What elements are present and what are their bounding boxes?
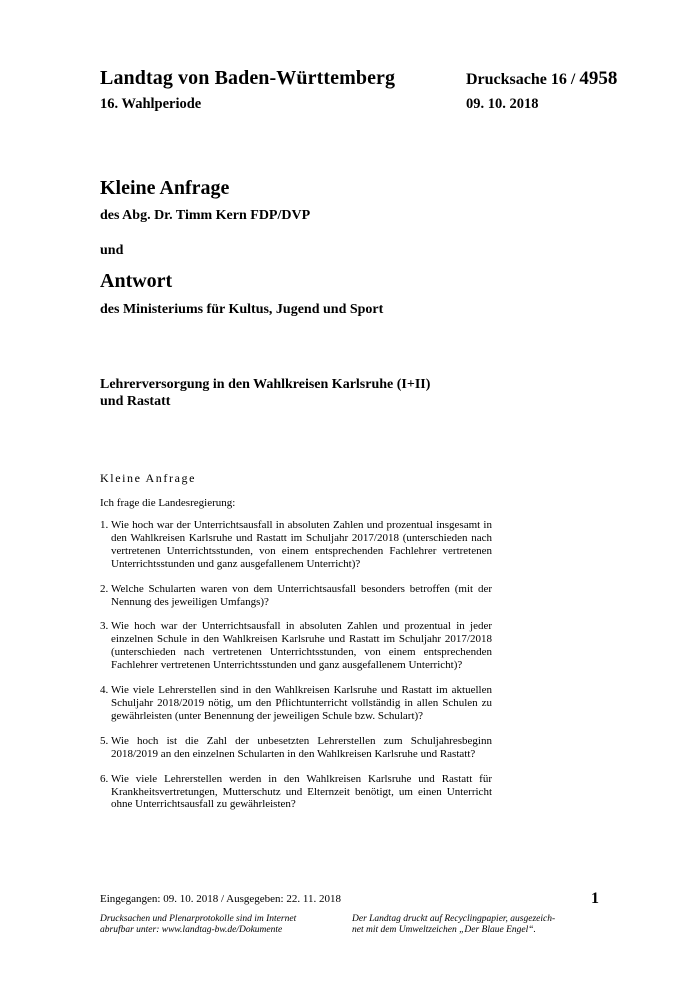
question-item bbox=[100, 735, 492, 761]
question-text: Welche Schularten waren von dem Unterrichtsausfall besonders betroffen (mit der Nennung des jeweiligen Umfangs)? bbox=[111, 582, 492, 608]
question-number: 2. bbox=[100, 582, 109, 595]
heading-antwort: Antwort bbox=[100, 270, 173, 292]
document-number-value: 4958 bbox=[579, 68, 618, 89]
question-list bbox=[100, 519, 492, 811]
document-subject bbox=[100, 376, 500, 410]
subject-line-1: Lehrerversorgung in den Wahlkreisen Karlsruhe (I+II) bbox=[100, 377, 431, 392]
internet-note bbox=[100, 914, 330, 936]
received-issued-dates: Eingegangen: 09. 10. 2018 / Ausgegeben: 22. 11. 2018 bbox=[100, 893, 341, 905]
recycling-note-line-1: Der Landtag druckt auf Recyclingpapier, ausgezeich- bbox=[352, 914, 556, 924]
question-item bbox=[100, 684, 492, 723]
parliament-name: Landtag von Baden-Württemberg bbox=[100, 67, 396, 89]
conjunction-und: und bbox=[100, 243, 124, 258]
legislative-period: 16. Wahlperiode bbox=[100, 96, 202, 112]
ministry-line: des Ministeriums für Kultus, Jugend und Sport bbox=[100, 302, 384, 317]
author-line: des Abg. Dr. Timm Kern FDP/DVP bbox=[100, 208, 311, 223]
question-text: Wie hoch ist die Zahl der unbesetzten Lehrerstellen zum Schuljahresbeginn 2018/2019 an den einzelnen Schularten in den Wahlkreisen Karlsruhe und Rastatt? bbox=[111, 734, 492, 760]
question-text: Wie viele Lehrerstellen sind in den Wahlkreisen Karlsruhe und Rastatt im aktuellen Schuljahr 2018/2019 nötig, um den Pflichtunterricht vollständig in allen Schulen zu gewährleisten (unter Benennung der jeweiligen Schule bzw. Schulart)? bbox=[111, 684, 492, 722]
section-label: Kleine Anfrage bbox=[100, 471, 197, 485]
intro-text: Ich frage die Landesregierung: bbox=[100, 497, 236, 509]
recycling-note-line-2: net mit dem Umweltzeichen „Der Blaue Engel“. bbox=[352, 925, 536, 935]
question-text: Wie hoch war der Unterrichtsausfall in absoluten Zahlen und prozentual insgesamt in den Wahlkreisen Karlsruhe und Rastatt im Schuljahr 2017/2018 (unterschieden nach vertretenen Unterrichtsstunden, von einem entsprechenden Fachlehrer vertretenen Unterrichtsstunden und ganz ausgefallenem Unterricht)? bbox=[111, 519, 492, 570]
page-number: 1 bbox=[591, 890, 599, 907]
question-number: 1. bbox=[100, 519, 109, 531]
question-number: 5. bbox=[100, 734, 109, 747]
question-item bbox=[100, 620, 492, 672]
document-number bbox=[466, 68, 617, 90]
subject-line-2: und Rastatt bbox=[100, 394, 171, 409]
question-text: Wie hoch war der Unterrichtsausfall in absoluten Zahlen und prozentual in jeder einzelnen Schule in den Wahlkreisen Karlsruhe und Rastatt im Schuljahr 2017/2018 (unterschieden nach vertretenen Unterrichtsstunden, von einem entsprechenden Fachlehrer vertretenen Unterrichtsstunden und ganz ausgefallenem Unterricht)? bbox=[111, 620, 492, 672]
document-date: 09. 10. 2018 bbox=[466, 96, 539, 112]
internet-note-line-2: abrufbar unter: www.landtag-bw.de/Dokumente bbox=[100, 925, 283, 935]
question-number: 6. bbox=[100, 772, 109, 785]
heading-kleine-anfrage: Kleine Anfrage bbox=[100, 177, 230, 199]
question-item bbox=[100, 583, 492, 609]
question-number: 3. bbox=[100, 620, 109, 633]
internet-note-line-1: Drucksachen und Plenarprotokolle sind im Internet bbox=[100, 914, 297, 924]
recycling-note bbox=[352, 914, 582, 936]
document-number-label: Drucksache 16 / bbox=[466, 71, 580, 88]
question-text: Wie viele Lehrerstellen werden in den Wahlkreisen Karlsruhe und Rastatt für Krankheitsvertretungen, Mutterschutz und Elternzeit benötigt, um einen Unterricht ohne Unterrichtsausfall zu gewährleisten? bbox=[111, 772, 492, 811]
question-item bbox=[100, 519, 492, 571]
question-number: 4. bbox=[100, 684, 109, 697]
question-item bbox=[100, 773, 492, 812]
